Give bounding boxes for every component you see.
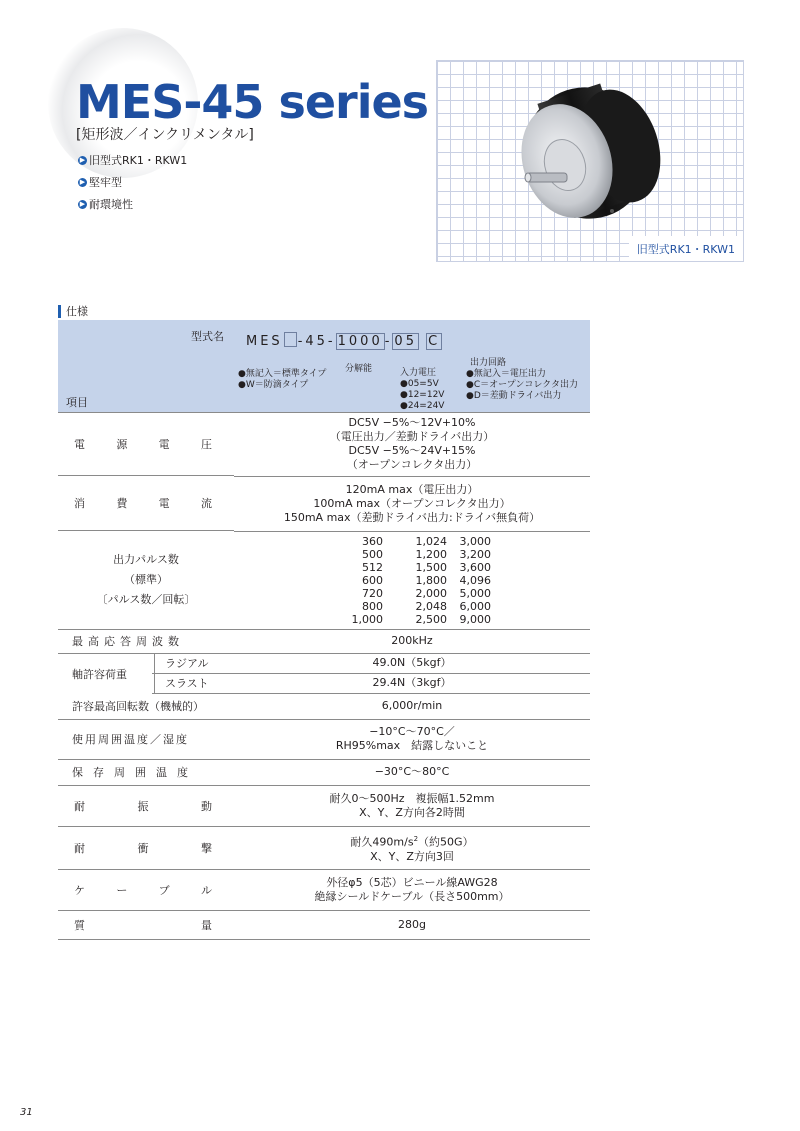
row-value bbox=[234, 531, 590, 629]
table-row bbox=[58, 785, 590, 827]
table-row bbox=[58, 719, 590, 759]
row-value: 6,000r/min bbox=[234, 693, 590, 719]
pulse-value: 3,200 bbox=[459, 547, 491, 561]
item-label: 項目 bbox=[66, 396, 88, 409]
voltage-note: ●24=24V bbox=[400, 401, 445, 411]
table-row bbox=[58, 759, 590, 785]
table-row bbox=[58, 476, 590, 531]
pulse-value: 4,096 bbox=[459, 573, 491, 587]
voltage-note: ●12=12V bbox=[400, 390, 445, 400]
row-label: 耐 振 動 bbox=[58, 786, 234, 827]
voltage-note: ●05=5V bbox=[400, 379, 439, 389]
row-value: −10°C〜70°C／ RH95%max 結露しないこと bbox=[234, 719, 590, 759]
arrow-icon: ▶ bbox=[79, 156, 86, 164]
row-label: 質 量 bbox=[58, 911, 234, 940]
feature-item: ▶ 旧型式RK1・RKW1 bbox=[79, 154, 188, 167]
type-note: ●無記入＝標準タイプ bbox=[238, 369, 327, 379]
pulse-value: 512 bbox=[362, 560, 383, 574]
output-note: ●C＝オープンコレクタ出力 bbox=[466, 380, 578, 390]
spec-table bbox=[58, 320, 590, 940]
arrow-icon: ▶ bbox=[79, 178, 86, 186]
table-row bbox=[58, 693, 590, 719]
page-subtitle: [矩形波／インクリメンタル] bbox=[76, 127, 254, 143]
type-box bbox=[284, 332, 297, 347]
pulse-value: 6,000 bbox=[459, 599, 491, 613]
feature-list bbox=[78, 154, 187, 220]
row-label: 出力パルス数 （標準） 〔パルス数／回転〕 bbox=[58, 531, 234, 629]
section-heading: 仕様 bbox=[58, 303, 88, 319]
pulse-value: 1,000 bbox=[351, 612, 383, 626]
pulse-value: 1,200 bbox=[415, 547, 447, 561]
encoder-illustration bbox=[437, 61, 743, 261]
row-label: 最高応答周波数 bbox=[58, 629, 234, 653]
pulse-value: 360 bbox=[362, 534, 383, 548]
row-value: 280g bbox=[234, 911, 590, 940]
pulse-value: 3,000 bbox=[459, 534, 491, 548]
row-value: 29.4N（3kgf） bbox=[234, 673, 590, 693]
row-label: 保存周囲温度 bbox=[58, 759, 234, 785]
pulse-value: 1,500 bbox=[415, 560, 447, 574]
pulse-value: 9,000 bbox=[459, 612, 491, 626]
pulse-grid bbox=[234, 535, 590, 626]
table-row bbox=[58, 827, 590, 870]
pulse-value: 800 bbox=[362, 599, 383, 613]
pulse-value: 600 bbox=[362, 573, 383, 587]
pulse-value: 1,800 bbox=[415, 573, 447, 587]
model-label: 型式名 bbox=[191, 330, 224, 343]
table-row bbox=[58, 629, 590, 653]
table-header bbox=[58, 320, 590, 413]
voltage-title: 入力電圧 bbox=[400, 368, 437, 378]
product-photo bbox=[436, 60, 744, 262]
table-row bbox=[58, 911, 590, 940]
row-label: スラスト bbox=[58, 673, 234, 693]
row-label: 耐 衝 撃 bbox=[58, 827, 234, 870]
pulse-value: 5,000 bbox=[459, 586, 491, 600]
feature-item: ▶ 堅牢型 bbox=[79, 176, 122, 189]
pulse-value: 720 bbox=[362, 586, 383, 600]
row-value: 120mA max（電圧出力） 100mA max（オープンコレクタ出力） 150mA max（差動ドライバ出力:ドライバ無負荷） bbox=[234, 476, 590, 531]
model-code: MES -45- 1000 - 05 C bbox=[246, 334, 441, 349]
row-value: 耐久0〜500Hz 複振幅1.52mm X、Y、Z方向各2時間 bbox=[234, 785, 590, 827]
table-row bbox=[58, 413, 590, 477]
row-label: 消 費 電 流 bbox=[58, 476, 234, 531]
row-label: 使用周囲温度／湿度 bbox=[58, 719, 234, 759]
section-bar bbox=[58, 305, 61, 318]
row-value: 49.0N（5kgf） bbox=[234, 653, 590, 673]
pulse-value: 2,000 bbox=[415, 586, 447, 600]
pulse-value: 2,048 bbox=[415, 599, 447, 613]
pulse-value: 2,500 bbox=[415, 612, 447, 626]
type-note: ●W＝防滴タイプ bbox=[238, 380, 309, 390]
page-number: 31 bbox=[20, 1107, 33, 1118]
feature-item: ▶ 耐環境性 bbox=[79, 198, 133, 211]
table-row bbox=[58, 870, 590, 911]
output-note: ●無記入＝電圧出力 bbox=[466, 369, 546, 379]
table-row bbox=[58, 531, 590, 629]
pulse-value: 1,024 bbox=[415, 534, 447, 548]
resolution-label: 分解能 bbox=[345, 364, 373, 374]
output-title: 出力回路 bbox=[470, 358, 507, 368]
row-label: 許容最高回転数（機械的） bbox=[58, 693, 234, 719]
row-value: −30°C〜80°C bbox=[234, 759, 590, 785]
row-label: ケ ー ブ ル bbox=[58, 870, 234, 911]
row-label: 電 源 電 圧 bbox=[58, 413, 234, 476]
page-title: MES-45 series bbox=[76, 75, 429, 129]
photo-caption: 旧型式RK1・RKW1 bbox=[629, 236, 743, 261]
arrow-icon: ▶ bbox=[79, 200, 86, 208]
row-label: 軸許容荷重 ラジアル bbox=[58, 653, 234, 673]
table-header-row bbox=[58, 320, 590, 413]
row-value: 耐久$490m/s^2$（約50G） X、Y、Z方向3回 bbox=[234, 827, 590, 870]
pulse-value: 3,600 bbox=[459, 560, 491, 574]
pulse-value: 500 bbox=[362, 547, 383, 561]
row-value: 外径φ5（5芯）ビニール線AWG28 絶縁シールドケーブル（長さ500mm） bbox=[234, 870, 590, 911]
row-value: DC5V −5%〜12V+10% （電圧出力／差動ドライバ出力） DC5V −5%〜24V+15% （オープンコレクタ出力） bbox=[234, 413, 590, 477]
table-row bbox=[58, 653, 590, 673]
row-value: 200kHz bbox=[234, 629, 590, 653]
output-note: ●D＝差動ドライバ出力 bbox=[466, 391, 562, 401]
